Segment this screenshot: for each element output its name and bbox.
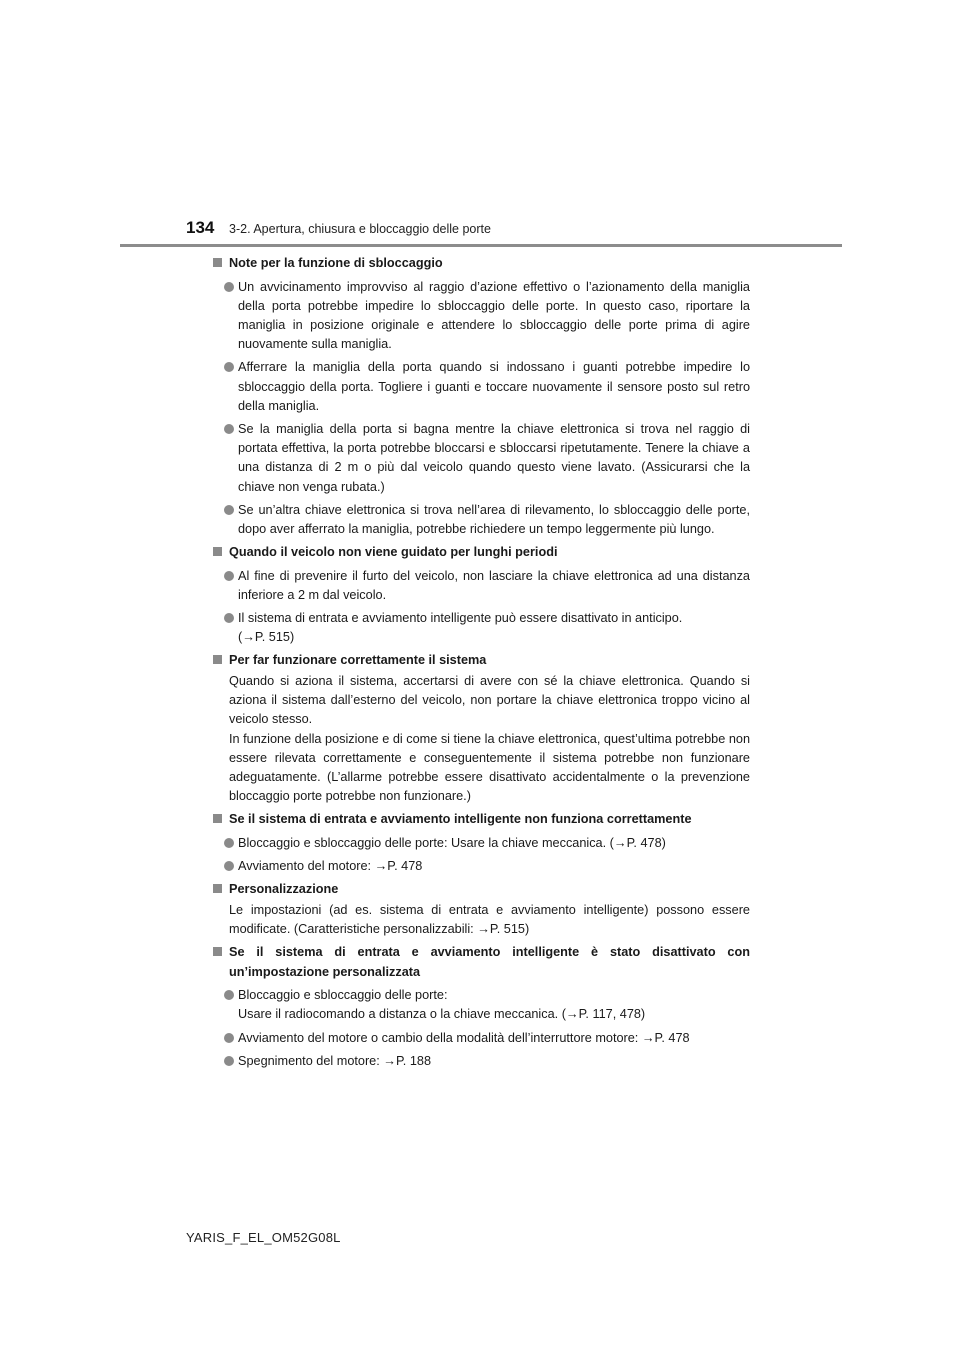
chapter-title: 3-2. Apertura, chiusura e bloccaggio delle porte — [229, 222, 491, 236]
circle-bullet-icon — [224, 838, 234, 848]
list-item — [210, 420, 750, 497]
list-item — [210, 358, 750, 416]
circle-bullet-icon — [224, 362, 234, 372]
section-title: Personalizzazione — [229, 882, 339, 897]
list-item-text: Avviamento del motore o cambio della modalità dell’interruttore motore: →P. 478 — [238, 1030, 690, 1045]
circle-bullet-icon — [224, 282, 234, 292]
page-content — [210, 254, 750, 1071]
footer-doc-code: YARIS_F_EL_OM52G08L — [186, 1230, 341, 1245]
circle-bullet-icon — [224, 613, 234, 623]
square-bullet-icon — [213, 947, 222, 956]
circle-bullet-icon — [224, 505, 234, 515]
page-number: 134 — [186, 218, 215, 237]
section-heading — [210, 943, 750, 982]
circle-bullet-icon — [224, 424, 234, 434]
circle-bullet-icon — [224, 1056, 234, 1066]
circle-bullet-icon — [224, 990, 234, 1000]
section-title: Quando il veicolo non viene guidato per lunghi periodi — [229, 545, 558, 560]
paragraph-text: In funzione della posizione e di come si tiene la chiave elettronica, quest’ultima potrebbe non essere rilevata correttamente e conseguentemente il sistema potrebbe non funzionare adeguatamente. (L’allarme potrebbe essere disattivato accidentalmente o la prevenzione bloccaggio porte potrebbe non funzionare.) — [229, 731, 750, 804]
list-item — [210, 1029, 750, 1048]
paragraph-text: Le impostazioni (ad es. sistema di entrata e avviamento intelligente) possono essere modificate. (Caratteristiche personalizzabili: →P. 515) — [229, 902, 750, 936]
section-title: Se il sistema di entrata e avviamento intelligente è stato disattivato con un’impostazione personalizzata — [229, 945, 750, 979]
square-bullet-icon — [213, 884, 222, 893]
section-paragraph — [210, 901, 750, 939]
circle-bullet-icon — [224, 571, 234, 581]
circle-bullet-icon — [224, 861, 234, 871]
section-title: Per far funzionare correttamente il sistema — [229, 653, 487, 668]
square-bullet-icon — [213, 547, 222, 556]
list-item — [210, 986, 750, 1024]
list-item — [210, 567, 750, 605]
list-item — [210, 609, 750, 647]
square-bullet-icon — [213, 655, 222, 664]
list-item-text: Usare il radiocomando a distanza o la chiave meccanica. (→P. 117, 478) — [238, 1007, 646, 1022]
section-heading — [210, 651, 750, 671]
section-paragraph — [210, 672, 750, 806]
list-item-text: Bloccaggio e sbloccaggio delle porte: Usare la chiave meccanica. (→P. 478) — [238, 835, 666, 850]
section-heading — [210, 880, 750, 900]
list-item-text: Un avvicinamento improvviso al raggio d’azione effettivo o l’azionamento della maniglia della porta potrebbe impedire lo sbloccaggio delle porte. In questo caso, riportare la maniglia in posizione originale e attendere lo sbloccaggio delle porte prima di agire nuovamente sulla maniglia. — [238, 279, 750, 352]
section-title: Note per la funzione di sbloccaggio — [229, 256, 443, 270]
list-item-text: Se un’altra chiave elettronica si trova nell’area di rilevamento, lo sbloccaggio delle porte, dopo aver afferrato la maniglia, potrebbe richiedere un tempo leggermente più lungo. — [238, 502, 750, 536]
list-item — [210, 1052, 750, 1071]
list-item — [210, 501, 750, 539]
square-bullet-icon — [213, 258, 222, 267]
header-rule — [120, 244, 842, 247]
circle-bullet-icon — [224, 1033, 234, 1043]
list-item-text: (→P. 515) — [238, 630, 295, 645]
list-item — [210, 857, 750, 876]
list-item-text: Il sistema di entrata e avviamento intelligente può essere disattivato in anticipo. — [238, 611, 683, 626]
section-heading — [210, 254, 750, 274]
list-item-text: Afferrare la maniglia della porta quando si indossano i guanti potrebbe impedire lo sbloccaggio della porta. Togliere i guanti e toccare nuovamente il sensore posto sul retro della maniglia. — [238, 360, 750, 413]
section-heading — [210, 543, 750, 563]
section-heading — [210, 810, 750, 830]
list-item-text: Se la maniglia della porta si bagna mentre la chiave elettronica si trova nel raggio di portata effettiva, la porta potrebbe bloccarsi e sbloccarsi ripetutamente. Tenere la chiave a una distanza di 2 m o più dal veicolo quando questo viene lavato. (Assicurarsi che la chiave non venga rubata.) — [238, 421, 750, 494]
list-item-text: Avviamento del motore: →P. 478 — [238, 859, 423, 874]
list-item — [210, 834, 750, 853]
list-item — [210, 278, 750, 355]
square-bullet-icon — [213, 814, 222, 823]
list-item-text: Spegnimento del motore: →P. 188 — [238, 1053, 432, 1068]
section-title: Se il sistema di entrata e avviamento intelligente non funziona correttamente — [229, 812, 692, 827]
list-item-text: Al fine di prevenire il furto del veicolo, non lasciare la chiave elettronica ad una distanza inferiore a 2 m dal veicolo. — [238, 568, 750, 602]
paragraph-text: Quando si aziona il sistema, accertarsi di avere con sé la chiave elettronica. Quando si aziona il sistema dall’esterno del veicolo, non portare la chiave elettronica troppo vicino al veicolo stesso. — [229, 673, 750, 727]
list-item-text: Bloccaggio e sbloccaggio delle porte: — [238, 988, 448, 1003]
